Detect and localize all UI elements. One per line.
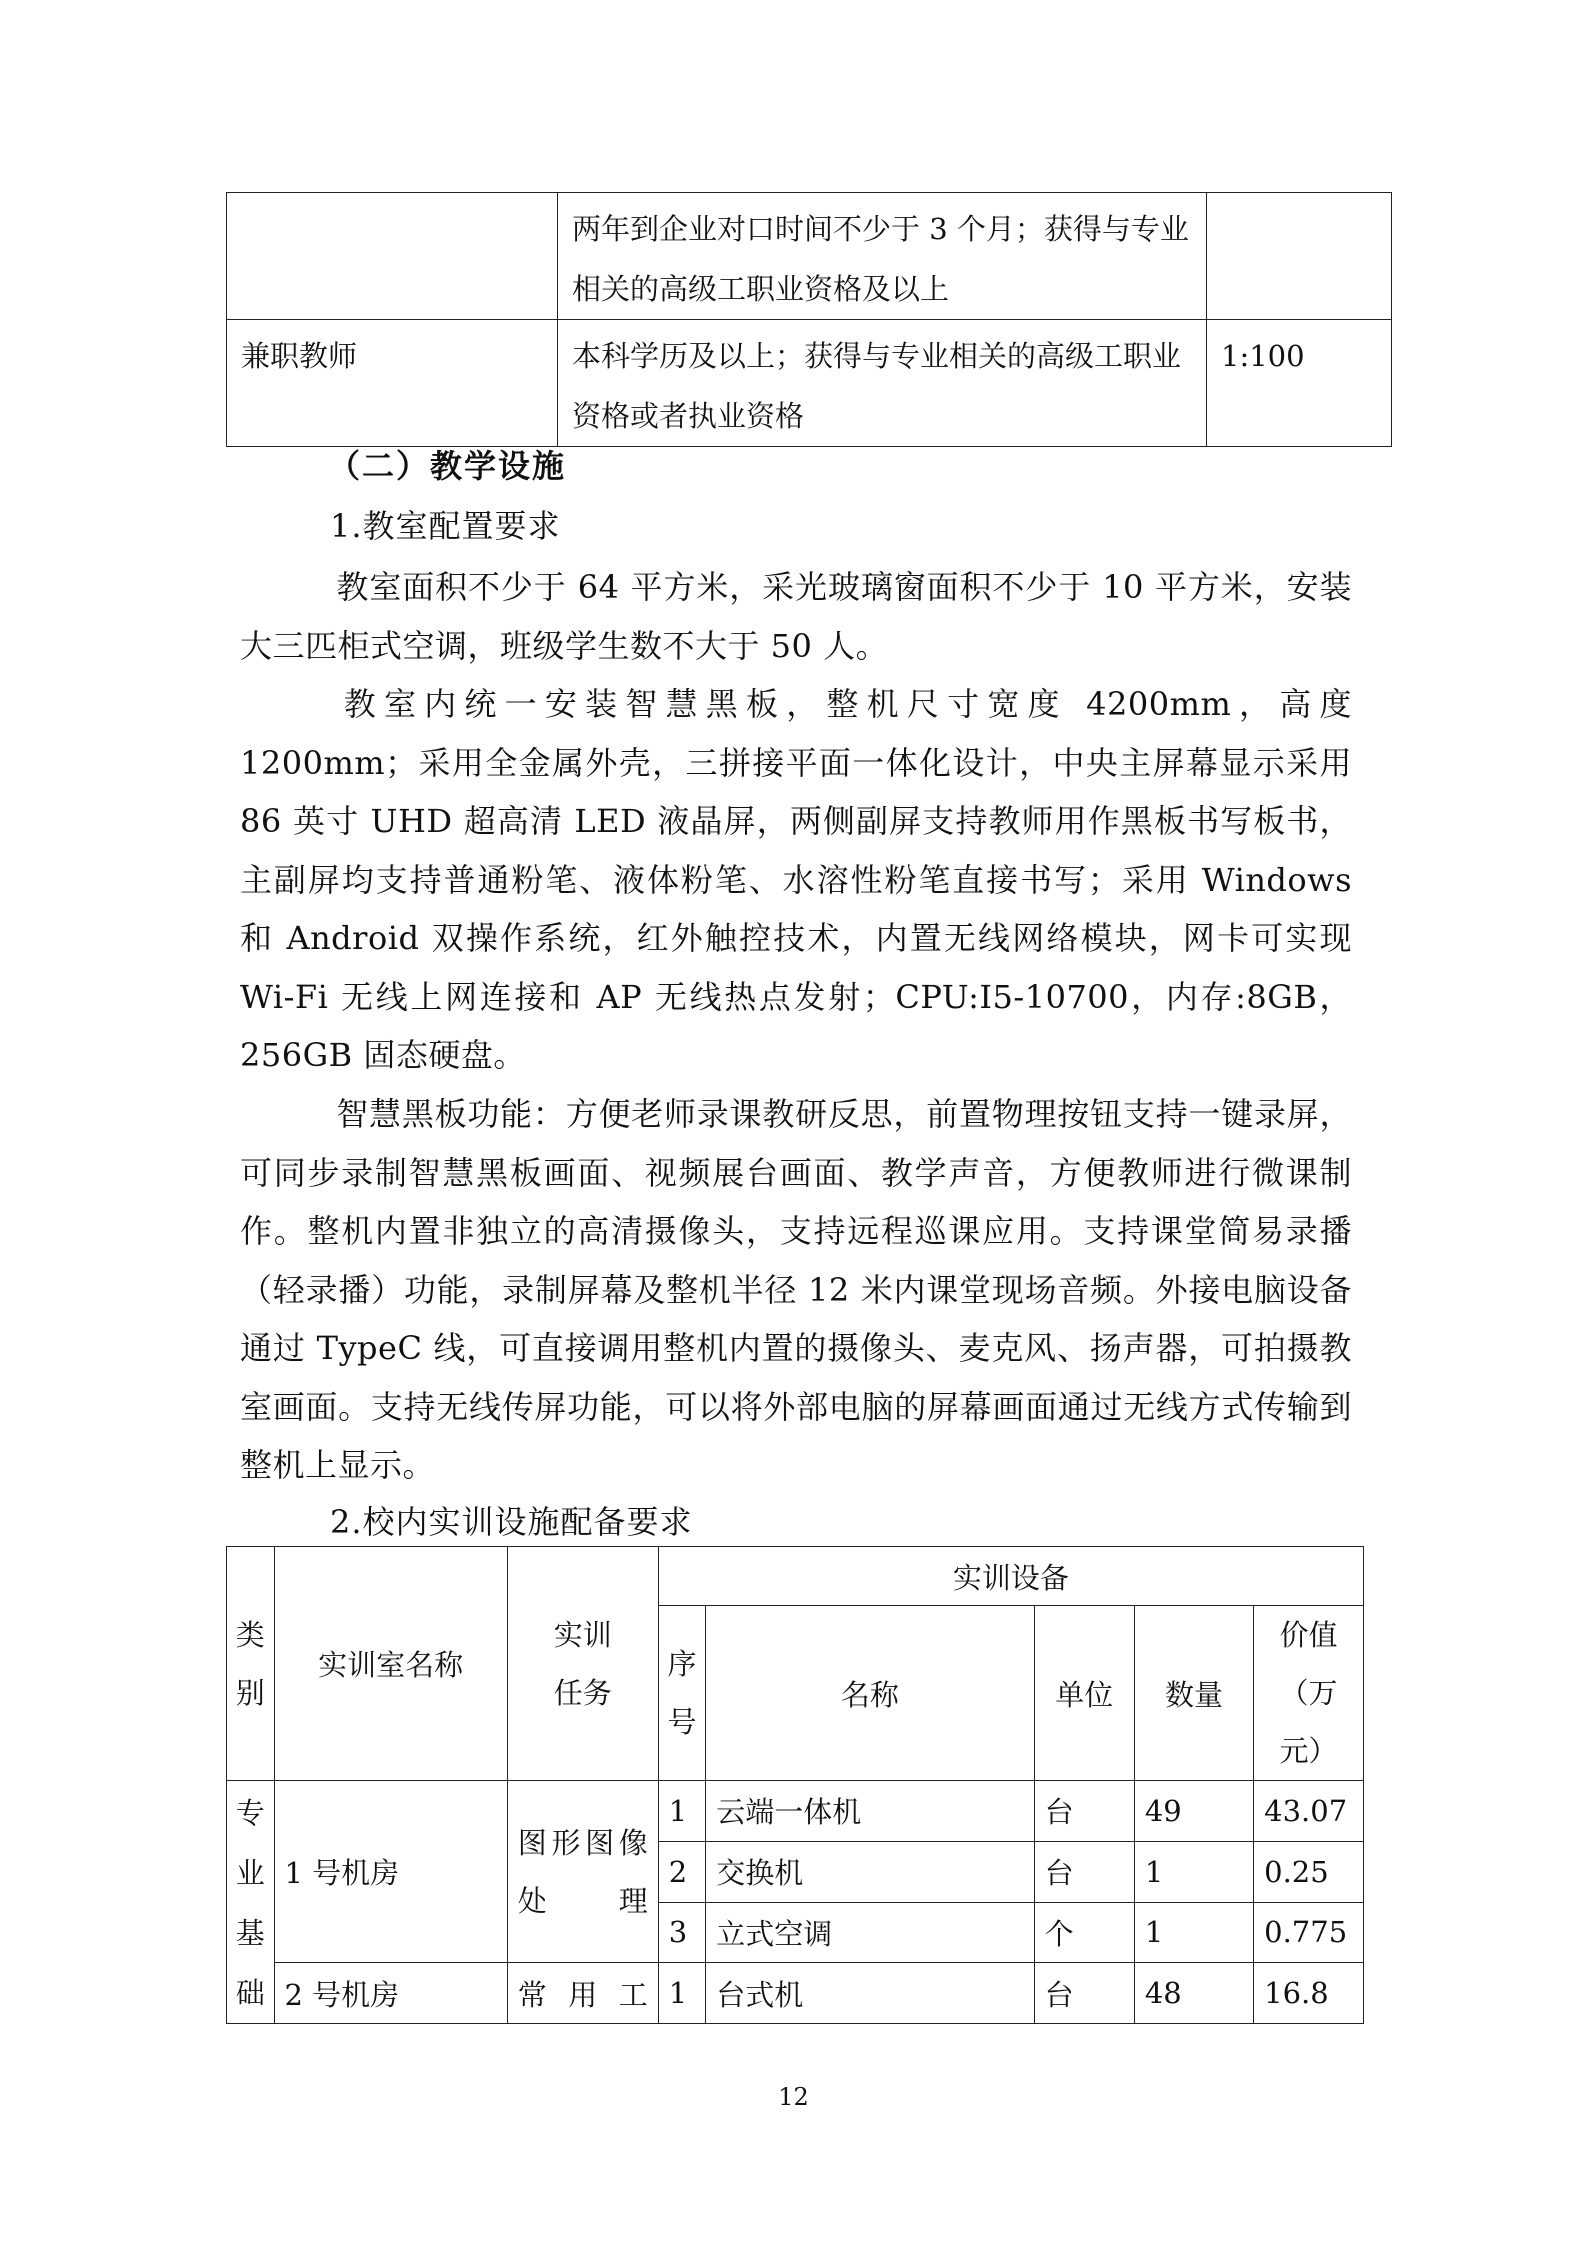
header-seq: 序号 (658, 1606, 706, 1781)
seq-cell: 3 (658, 1902, 706, 1963)
table-cell: 两年到企业对口时间不少于 3 个月；获得与专业相关的高级工职业资格及以上 (558, 193, 1207, 320)
value-cell: 0.775 (1254, 1902, 1364, 1963)
header-name: 名称 (706, 1606, 1034, 1781)
seq-cell: 1 (658, 1781, 706, 1842)
name-cell: 云端一体机 (706, 1781, 1034, 1842)
paragraph-text: 教室内统一安装智慧黑板，整机尺寸宽度 4200mm，高度 1200mm；采用全金属外壳，三拼接平面一体化设计，中央主屏幕显示采用 86 英寸 UHD 超高清 LED 液晶屏，两侧副屏支持教师用作黑板书写板书，主副屏均支持普通粉笔、液体粉笔、水溶性粉笔直接书写；采用 Windows 和 Android 双操作系统，红外触控技术，内置无线网络模块，网卡可实现 Wi-Fi 无线上网连接和 AP 无线热点发射；CPU:I5-10700，内存:8GB，256GB 固态硬盘。 (240, 685, 1352, 1074)
task-cell: 图形图像处理 (507, 1781, 658, 1963)
value-cell: 43.07 (1254, 1781, 1364, 1842)
header-unit: 单位 (1034, 1606, 1134, 1781)
header-room: 实训室名称 (274, 1547, 507, 1781)
paragraph-text: 教室面积不少于 64 平方米，采光玻璃窗面积不少于 10 平方米，安装大三匹柜式空调，班级学生数不大于 50 人。 (240, 568, 1352, 665)
table-cell (227, 193, 558, 320)
table-cell: 兼职教师 (227, 320, 558, 447)
header-task: 实训任务 (507, 1547, 658, 1781)
header-equipment: 实训设备 (658, 1547, 1363, 1606)
table-header-row (227, 1547, 1364, 1606)
staff-table (226, 192, 1392, 447)
value-cell: 0.25 (1254, 1841, 1364, 1902)
table-cell: 1:100 (1207, 320, 1392, 447)
header-value: 价值（万元） (1254, 1606, 1364, 1781)
header-qty: 数量 (1134, 1606, 1253, 1781)
table-row (227, 193, 1392, 320)
table-cell: 本科学历及以上；获得与专业相关的高级工职业资格或者执业资格 (558, 320, 1207, 447)
section-heading: （二）教学设施 (328, 447, 567, 485)
room-name-cell: 1 号机房 (274, 1781, 507, 1963)
name-cell: 台式机 (706, 1963, 1034, 2024)
qty-cell: 49 (1134, 1781, 1253, 1842)
name-cell: 立式空调 (706, 1902, 1034, 1963)
unit-cell: 个 (1034, 1902, 1134, 1963)
paragraph (240, 1085, 1352, 1495)
unit-cell: 台 (1034, 1963, 1134, 2024)
paragraph (240, 558, 1352, 675)
qty-cell: 48 (1134, 1963, 1253, 2024)
category-cell: 专业基础 (227, 1781, 275, 2024)
paragraph-text: 智慧黑板功能：方便老师录课教研反思，前置物理按钮支持一键录屏，可同步录制智慧黑板画面、视频展台画面、教学声音，方便教师进行微课制作。整机内置非独立的高清摄像头，支持远程巡课应用。支持课堂简易录播（轻录播）功能，录制屏幕及整机半径 12 米内课堂现场音频。外接电脑设备通过 TypeC 线，可直接调用整机内置的摄像头、麦克风、扬声器，可拍摄教室画面。支持无线传屏功能，可以将外部电脑的屏幕画面通过无线方式传输到整机上显示。 (240, 1095, 1352, 1484)
qty-cell: 1 (1134, 1902, 1253, 1963)
table-cell (1207, 193, 1392, 320)
page-number: 12 (778, 2083, 809, 2111)
task-cell: 常用工 (507, 1963, 658, 2024)
table-row (227, 320, 1392, 447)
subsection-heading: 1.教室配置要求 (330, 507, 561, 545)
seq-cell: 1 (658, 1963, 706, 2024)
header-category: 类别 (227, 1547, 275, 1781)
room-name-cell: 2 号机房 (274, 1963, 507, 2024)
paragraph (240, 675, 1352, 1085)
subsection-heading: 2.校内实训设施配备要求 (330, 1503, 693, 1541)
qty-cell: 1 (1134, 1841, 1253, 1902)
table-row (227, 1781, 1364, 1842)
unit-cell: 台 (1034, 1841, 1134, 1902)
training-table (226, 1546, 1364, 2024)
value-cell: 16.8 (1254, 1963, 1364, 2024)
name-cell: 交换机 (706, 1841, 1034, 1902)
unit-cell: 台 (1034, 1781, 1134, 1842)
table-row (227, 1963, 1364, 2024)
seq-cell: 2 (658, 1841, 706, 1902)
